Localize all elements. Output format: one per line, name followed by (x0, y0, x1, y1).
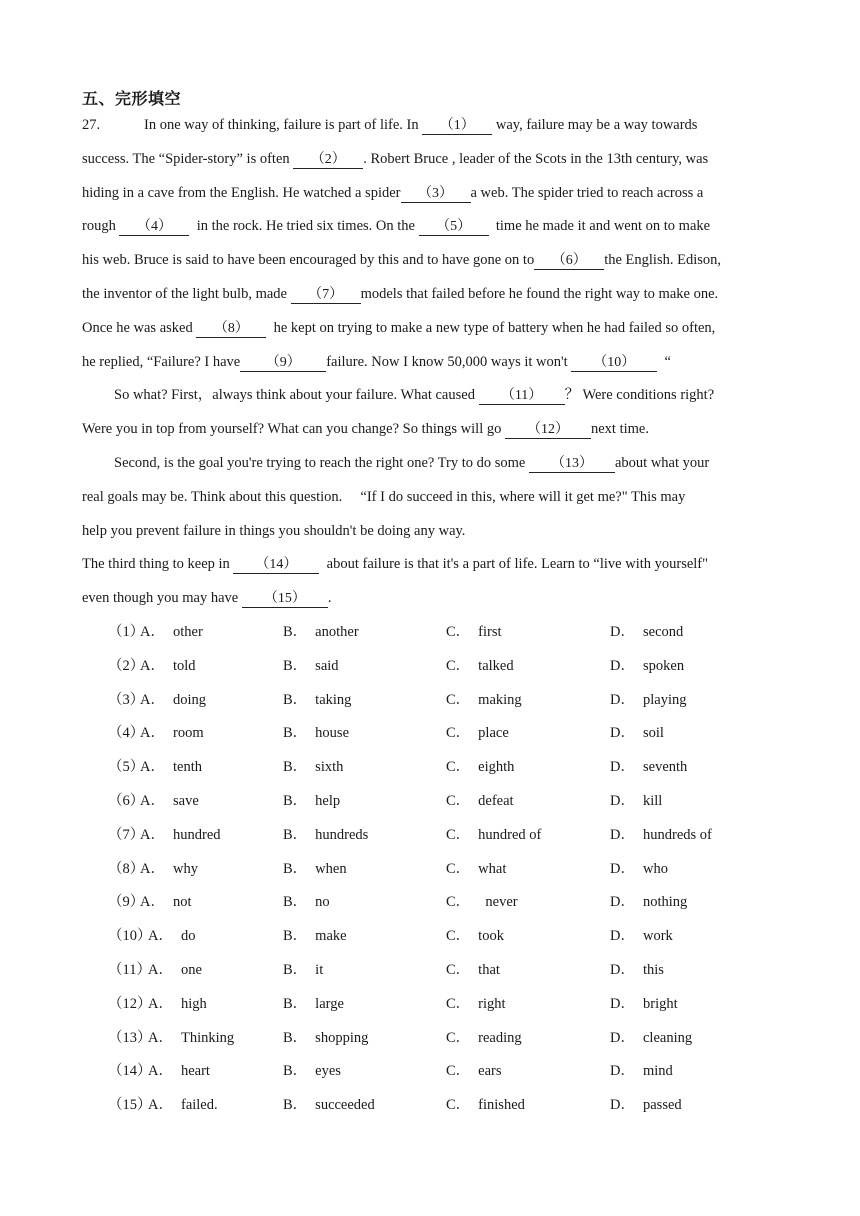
option-c[interactable] (446, 1055, 502, 1089)
passage-text: the English. Edison, (604, 252, 722, 269)
option-b[interactable] (283, 853, 347, 887)
option-d[interactable] (610, 1022, 692, 1056)
option-number: （11） (108, 961, 151, 978)
option-a[interactable] (140, 751, 202, 785)
option-b[interactable] (283, 650, 339, 684)
option-letter: B． (283, 792, 308, 809)
option-letter: D． (610, 691, 635, 708)
option-d[interactable] (610, 650, 684, 684)
answer-blank[interactable]: （7） (291, 287, 361, 304)
passage-text: the inventor of the light bulb, made (82, 285, 291, 302)
option-d[interactable] (610, 751, 687, 785)
question-number: 27. (82, 117, 101, 133)
answer-blank[interactable]: （8） (196, 321, 266, 338)
option-letter: C． (446, 657, 471, 674)
option-c[interactable] (446, 650, 514, 684)
option-text: do (180, 928, 196, 945)
option-text: hundred (172, 826, 221, 843)
passage-text: a web. The spider tried to reach across a (470, 184, 704, 201)
option-a[interactable] (148, 1022, 234, 1056)
option-row (108, 954, 788, 988)
passage-text: models that failed before he found the right way to make one. (360, 285, 719, 302)
option-letter: C． (446, 759, 471, 776)
option-text: high (180, 995, 207, 1012)
option-c[interactable] (446, 988, 506, 1022)
passage-text: way, failure may be a way towards (492, 117, 698, 133)
passage-text: Second, is the goal you're trying to reach the right one? Try to do some (114, 454, 529, 471)
option-text: doing (172, 691, 207, 708)
option-text: place (478, 725, 509, 742)
passage-text: about failure is that it's a part of life. Learn to “live with yourself" (319, 556, 709, 573)
option-text: making (478, 691, 522, 708)
answer-blank[interactable]: （6） (534, 253, 604, 270)
option-letter: C． (446, 725, 471, 742)
option-letter: A． (140, 691, 165, 708)
option-c[interactable] (446, 920, 504, 954)
option-row (108, 684, 788, 718)
option-text: kill (642, 792, 663, 809)
option-a[interactable] (148, 988, 207, 1022)
passage-text: failure. Now I know 50,000 ways it won't (326, 353, 572, 370)
option-c[interactable] (446, 717, 509, 751)
option-letter: B． (283, 995, 308, 1012)
option-letter: B． (283, 894, 308, 911)
option-text: bright (642, 995, 678, 1012)
option-text: defeat (478, 792, 514, 809)
cloze-passage (82, 109, 780, 616)
option-letter: A． (148, 995, 173, 1012)
passage-line (82, 447, 780, 481)
option-d[interactable] (610, 684, 686, 718)
option-text: eighth (478, 759, 515, 776)
passage-text: rough (82, 218, 120, 235)
passage-line (82, 548, 780, 582)
option-letter: B． (283, 1063, 308, 1080)
answer-blank[interactable]: （12） (505, 422, 591, 439)
passage-text: . (327, 590, 332, 607)
option-letter: A． (148, 1063, 173, 1080)
option-letter: C． (446, 1097, 471, 1114)
passage-text: even though you may have (82, 590, 242, 607)
option-d[interactable] (610, 785, 662, 819)
option-c[interactable] (446, 1022, 522, 1056)
option-b[interactable] (283, 819, 368, 853)
option-number: （7） (108, 826, 145, 843)
passage-line (82, 481, 780, 515)
option-letter: B． (283, 657, 308, 674)
option-row (108, 853, 788, 887)
option-d[interactable] (610, 717, 664, 751)
option-row (108, 1055, 788, 1089)
option-text: talked (478, 657, 514, 674)
answer-blank[interactable]: （13） (529, 456, 615, 473)
option-letter: A． (140, 725, 165, 742)
passage-text: help you prevent failure in things you shouldn't be doing any way. (82, 522, 466, 539)
option-text: when (315, 860, 347, 877)
option-a[interactable] (148, 920, 195, 954)
option-letter: D． (610, 1063, 635, 1080)
option-text: shopping (315, 1029, 369, 1046)
option-text: soil (642, 725, 664, 742)
option-letter: B． (283, 691, 308, 708)
option-text: what (478, 860, 507, 877)
option-text: who (642, 860, 668, 877)
option-letter: B． (283, 961, 308, 978)
option-text: house (315, 725, 350, 742)
option-row (108, 1089, 788, 1123)
option-d[interactable] (610, 616, 683, 650)
option-letter: A． (140, 826, 165, 843)
answer-blank[interactable]: （15） (242, 591, 328, 608)
option-letter: B． (283, 860, 308, 877)
passage-line (82, 177, 780, 211)
option-row (108, 886, 788, 920)
option-text: sixth (315, 759, 344, 776)
option-c[interactable] (446, 785, 514, 819)
option-row (108, 1022, 788, 1056)
option-d[interactable] (610, 819, 712, 853)
option-number: （6） (108, 792, 145, 809)
passage-line (82, 379, 780, 413)
option-b[interactable] (283, 684, 351, 718)
option-letter: D． (610, 995, 635, 1012)
option-text: failed. (180, 1097, 218, 1114)
passage-text: he replied, “Failure? I have (82, 353, 241, 370)
option-c[interactable] (446, 751, 514, 785)
option-row (108, 819, 788, 853)
option-number: （2） (108, 657, 145, 674)
option-letter: C． (446, 624, 471, 640)
option-text: save (172, 792, 199, 809)
option-text: help (315, 792, 341, 809)
option-d[interactable] (610, 920, 673, 954)
option-text: it (315, 961, 324, 978)
answer-options (108, 616, 788, 1123)
option-letter: C． (446, 826, 471, 843)
option-number: （13） (108, 1029, 152, 1046)
option-d[interactable] (610, 886, 687, 920)
option-text: right (478, 995, 506, 1012)
option-letter: C． (446, 894, 471, 911)
option-number: （12） (108, 995, 152, 1012)
option-d[interactable] (610, 1089, 682, 1123)
option-number: （9） (108, 894, 145, 911)
option-letter: D． (610, 657, 635, 674)
passage-line (82, 346, 780, 380)
option-letter: A． (148, 1097, 173, 1114)
option-letter: D． (610, 860, 635, 877)
option-row (108, 616, 788, 650)
passage-text: So what? First，always think about your failure. What caused (114, 387, 479, 404)
option-letter: C． (446, 995, 471, 1012)
option-text: playing (642, 691, 687, 708)
option-number: （14） (108, 1063, 152, 1080)
option-a[interactable] (140, 717, 204, 751)
option-letter: A． (148, 961, 173, 978)
passage-line (82, 109, 780, 143)
option-letter: D． (610, 961, 635, 978)
option-text: large (315, 995, 344, 1012)
option-text: seventh (642, 759, 688, 776)
option-letter: C． (446, 928, 471, 945)
option-b[interactable] (283, 1055, 341, 1089)
option-text: not (172, 894, 192, 911)
answer-blank[interactable]: （1） (422, 118, 492, 135)
option-letter: A． (140, 657, 165, 674)
option-letter: B． (283, 826, 308, 843)
option-letter: D． (610, 826, 635, 843)
option-text: eyes (315, 1063, 341, 1080)
passage-line (82, 312, 780, 346)
option-text: room (172, 725, 204, 742)
passage-line (82, 413, 780, 447)
answer-blank[interactable]: （14） (233, 557, 319, 574)
option-text: nothing (642, 894, 688, 911)
passage-text: The third thing to keep in (82, 556, 234, 573)
option-c[interactable] (446, 1089, 525, 1123)
option-text: that (478, 961, 500, 978)
option-a[interactable] (140, 886, 192, 920)
option-b[interactable] (283, 717, 349, 751)
option-letter: C． (446, 792, 471, 809)
option-d[interactable] (610, 988, 678, 1022)
option-b[interactable] (283, 751, 343, 785)
option-text: tenth (172, 759, 202, 776)
passage-line (82, 244, 780, 278)
option-c[interactable] (446, 616, 502, 650)
option-letter: D． (610, 928, 635, 945)
option-text: other (172, 624, 203, 640)
option-letter: D． (610, 1097, 635, 1114)
option-row (108, 920, 788, 954)
section-title: 五、完形填空 (82, 89, 182, 108)
answer-blank[interactable]: （4） (119, 219, 189, 236)
option-b[interactable] (283, 785, 340, 819)
option-letter: B． (283, 624, 308, 640)
option-text: finished (478, 1097, 525, 1114)
option-a[interactable] (140, 684, 206, 718)
option-d[interactable] (610, 1055, 673, 1089)
option-letter: C． (446, 1029, 471, 1046)
option-number: （1） (108, 624, 145, 640)
option-a[interactable] (148, 1089, 218, 1123)
option-text: hundred of (478, 826, 542, 843)
option-row (108, 785, 788, 819)
option-text: second (642, 624, 684, 640)
option-letter: B． (283, 928, 308, 945)
option-a[interactable] (140, 853, 198, 887)
option-text: cleaning (642, 1029, 693, 1046)
passage-text: ？ Were conditions right? (564, 387, 715, 404)
option-b[interactable] (283, 1022, 368, 1056)
option-letter: D． (610, 792, 635, 809)
passage-text: time he made it and went on to make (488, 218, 711, 235)
option-text: another (315, 624, 359, 640)
option-letter: A． (140, 759, 165, 776)
option-letter: B． (283, 725, 308, 742)
answer-blank[interactable]: （11） (479, 388, 565, 405)
passage-text: real goals may be. Think about this question. “If I do succeed in this, where will it get me?" This may (82, 488, 686, 505)
option-b[interactable] (283, 988, 344, 1022)
option-c[interactable] (446, 684, 522, 718)
option-a[interactable] (140, 650, 196, 684)
option-text: told (172, 657, 196, 674)
option-a[interactable] (140, 819, 221, 853)
option-text: first (478, 624, 502, 640)
passage-text: in the rock. He tried six times. On the (189, 218, 419, 235)
passage-text: hiding in a cave from the English. He watched a spider (82, 184, 401, 201)
option-text: spoken (642, 657, 685, 674)
passage-text: next time. (591, 421, 649, 438)
option-text: Thinking (180, 1029, 235, 1046)
option-number: （8） (108, 860, 145, 877)
option-letter: A． (140, 624, 165, 640)
option-b[interactable] (283, 954, 323, 988)
passage-text: his web. Bruce is said to have been encouraged by this and to have gone on to (82, 252, 535, 269)
option-b[interactable] (283, 1089, 375, 1123)
option-a[interactable] (148, 1055, 210, 1089)
option-row (108, 988, 788, 1022)
option-letter: D． (610, 894, 635, 911)
passage-text: “ (657, 353, 671, 370)
option-letter: B． (283, 759, 308, 776)
option-text: no (315, 894, 330, 911)
option-b[interactable] (283, 886, 330, 920)
option-letter: D． (610, 624, 635, 640)
option-row (108, 650, 788, 684)
passage-text: . Robert Bruce , leader of the Scots in the 13th century, was (363, 150, 709, 167)
option-text: passed (642, 1097, 682, 1114)
option-d[interactable] (610, 853, 668, 887)
option-text: ears (478, 1063, 502, 1080)
answer-blank[interactable]: （5） (419, 219, 489, 236)
option-number: （10） (108, 928, 152, 945)
option-c[interactable] (446, 819, 541, 853)
option-letter: B． (283, 1029, 308, 1046)
passage-text: success. The “Spider-story” is often (82, 150, 294, 167)
option-number: （15） (108, 1097, 152, 1114)
option-b[interactable] (283, 616, 359, 650)
option-letter: A． (148, 928, 173, 945)
option-text: why (172, 860, 198, 877)
option-d[interactable] (610, 954, 664, 988)
option-text: make (315, 928, 347, 945)
option-c[interactable] (446, 954, 500, 988)
option-letter: C． (446, 860, 471, 877)
option-text: this (642, 961, 664, 978)
passage-line (82, 210, 780, 244)
option-text: taking (315, 691, 352, 708)
option-letter: A． (140, 860, 165, 877)
option-text: took (478, 928, 504, 945)
answer-blank[interactable]: （3） (401, 186, 471, 203)
option-text: hundreds (315, 826, 369, 843)
option-text: never (478, 894, 518, 911)
option-c[interactable] (446, 853, 506, 887)
option-row (108, 751, 788, 785)
option-text: work (642, 928, 673, 945)
option-letter: C． (446, 961, 471, 978)
answer-blank[interactable]: （9） (240, 355, 326, 372)
passage-line (82, 515, 780, 549)
option-text: hundreds of (642, 826, 712, 843)
option-letter: A． (148, 1029, 173, 1046)
passage-line (82, 278, 780, 312)
passage-line (82, 582, 780, 616)
option-text: mind (642, 1063, 673, 1080)
option-c[interactable] (446, 886, 518, 920)
passage-line (82, 143, 780, 177)
passage-text: In one way of thinking, failure is part of life. In (144, 117, 423, 133)
option-row (108, 717, 788, 751)
option-a[interactable] (140, 785, 199, 819)
passage-text: he kept on trying to make a new type of battery when he had failed so often, (266, 319, 716, 336)
option-text: heart (180, 1063, 210, 1080)
option-b[interactable] (283, 920, 347, 954)
option-text: reading (478, 1029, 522, 1046)
option-number: （4） (108, 725, 145, 742)
option-number: （5） (108, 759, 145, 776)
answer-blank[interactable]: （10） (571, 355, 657, 372)
answer-blank[interactable]: （2） (293, 152, 363, 169)
option-text: one (180, 961, 202, 978)
option-letter: B． (283, 1097, 308, 1114)
option-letter: C． (446, 1063, 471, 1080)
option-letter: C． (446, 691, 471, 708)
passage-text: Were you in top from yourself? What can you change? So things will go (82, 421, 505, 438)
option-a[interactable] (140, 616, 203, 650)
option-text: said (315, 657, 339, 674)
passage-text: Once he was asked (82, 319, 197, 336)
option-text: succeeded (315, 1097, 375, 1114)
option-number: （3） (108, 691, 145, 708)
option-letter: A． (140, 894, 165, 911)
option-letter: A． (140, 792, 165, 809)
option-a[interactable] (148, 954, 202, 988)
option-letter: D． (610, 759, 635, 776)
option-letter: D． (610, 725, 635, 742)
option-letter: D． (610, 1029, 635, 1046)
passage-text: about what your (615, 454, 710, 471)
